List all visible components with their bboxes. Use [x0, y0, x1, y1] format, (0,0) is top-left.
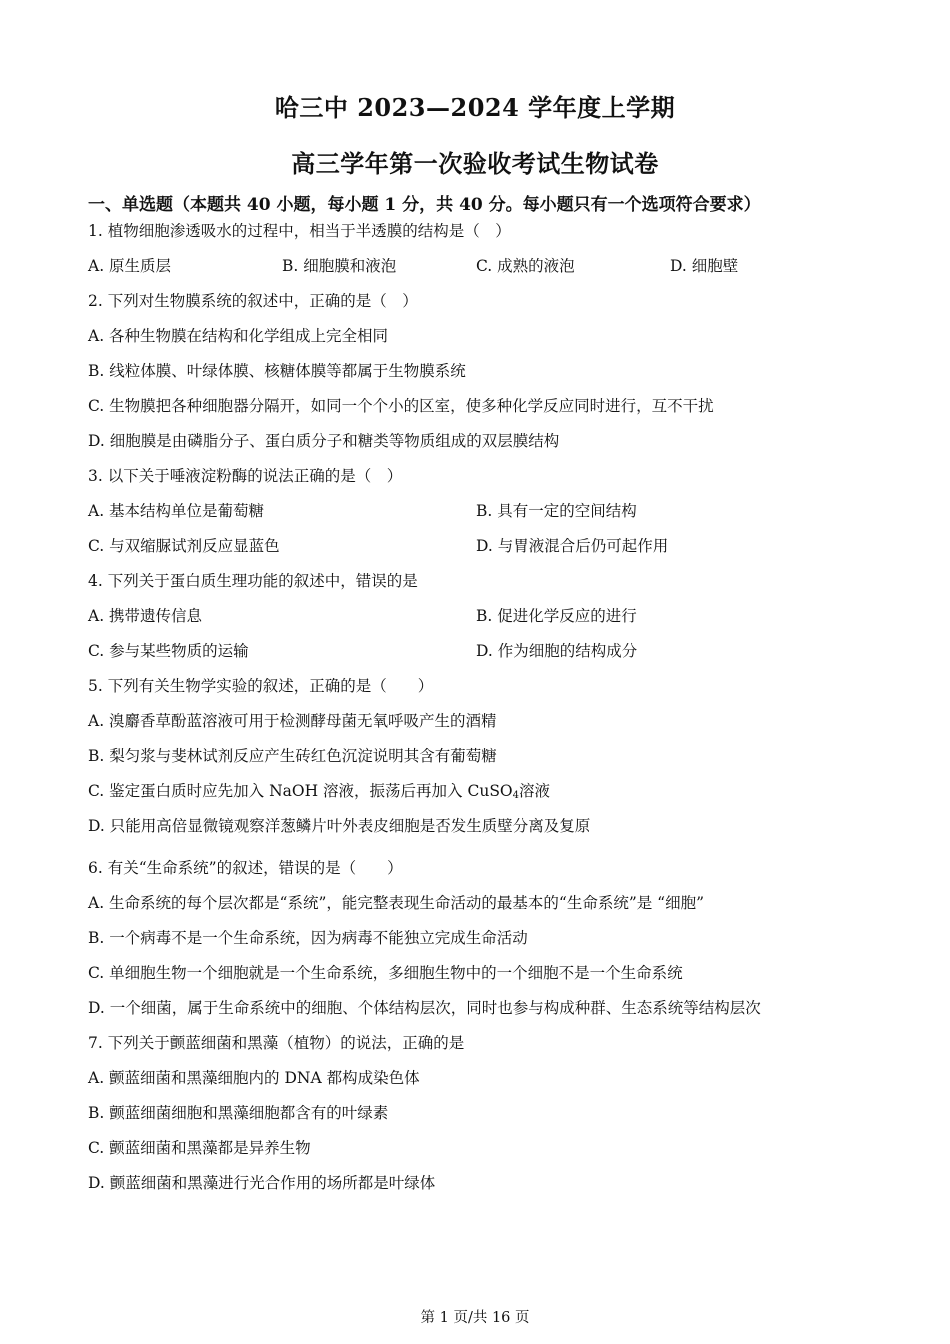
- question-1-option-a: A. 原生质层: [88, 257, 172, 275]
- question-6-stem: 6. 有关“生命系统”的叙述，错误的是（ ）: [88, 859, 403, 877]
- question-4-option-c: C. 参与某些物质的运输: [88, 642, 249, 660]
- question-3-option-a: A. 基本结构单位是葡萄糖: [88, 502, 265, 520]
- question-7-stem: 7. 下列关于颤蓝细菌和黑藻（植物）的说法，正确的是: [88, 1034, 465, 1052]
- question-2-option-c: C. 生物膜把各种细胞器分隔开，如同一个个小的区室，使多种化学反应同时进行，互不干扰: [88, 397, 714, 415]
- question-3-option-b: B. 具有一定的空间结构: [476, 502, 637, 520]
- question-1-option-d: D. 细胞壁: [670, 257, 739, 275]
- question-5-option-c-suffix: 溶液: [519, 782, 551, 800]
- question-4-stem: 4. 下列关于蛋白质生理功能的叙述中，错误的是: [88, 572, 418, 590]
- question-7-option-d: D. 颤蓝细菌和黑藻进行光合作用的场所都是叶绿体: [88, 1174, 436, 1192]
- question-5-stem: 5. 下列有关生物学实验的叙述，正确的是（ ）: [88, 677, 434, 695]
- question-2-option-a: A. 各种生物膜在结构和化学组成上完全相同: [88, 327, 389, 345]
- question-4-option-d: D. 作为细胞的结构成分: [476, 642, 638, 660]
- question-7-option-c: C. 颤蓝细菌和黑藻都是异养生物: [88, 1139, 311, 1157]
- question-5-option-c-subscript: 4: [512, 790, 520, 801]
- question-1-stem: 1. 植物细胞渗透吸水的过程中，相当于半透膜的结构是（ ）: [88, 222, 511, 240]
- question-4-option-b: B. 促进化学反应的进行: [476, 607, 637, 625]
- question-6-option-c: C. 单细胞生物一个细胞就是一个生命系统，多细胞生物中的一个细胞不是一个生命系统: [88, 964, 683, 982]
- question-1-option-b: B. 细胞膜和液泡: [282, 257, 397, 275]
- question-2-stem: 2. 下列对生物膜系统的叙述中，正确的是（ ）: [88, 292, 418, 310]
- question-4-option-a: A. 携带遗传信息: [88, 607, 203, 625]
- exam-title-line2: 高三学年第一次验收考试生物试卷: [291, 149, 659, 178]
- question-3-stem: 3. 以下关于唾液淀粉酶的说法正确的是（ ）: [88, 467, 403, 485]
- question-1-option-c: C. 成熟的液泡: [476, 257, 575, 275]
- question-3-option-c: C. 与双缩脲试剂反应显蓝色: [88, 537, 280, 555]
- question-6-option-d: D. 一个细菌，属于生命系统中的细胞、个体结构层次，同时也参与构成种群、生态系统等结构层次: [88, 999, 761, 1017]
- question-7-option-a: A. 颤蓝细菌和黑藻细胞内的 DNA 都构成染色体: [88, 1069, 420, 1087]
- question-5-option-c-text: C. 鉴定蛋白质时应先加入 NaOH 溶液，振荡后再加入 CuSO: [88, 782, 513, 800]
- question-5-option-b: B. 梨匀浆与斐林试剂反应产生砖红色沉淀说明其含有葡萄糖: [88, 747, 497, 765]
- question-3-option-d: D. 与胃液混合后仍可起作用: [476, 537, 669, 555]
- exam-title-line1: 哈三中 2023—2024 学年度上学期: [274, 93, 676, 122]
- question-2-option-b: B. 线粒体膜、叶绿体膜、核糖体膜等都属于生物膜系统: [88, 362, 466, 380]
- question-2-option-d: D. 细胞膜是由磷脂分子、蛋白质分子和糖类等物质组成的双层膜结构: [88, 432, 560, 450]
- question-5-option-d: D. 只能用高倍显微镜观察洋葱鳞片叶外表皮细胞是否发生质壁分离及复原: [88, 817, 591, 835]
- question-5-option-c: [88, 781, 550, 806]
- question-6-option-b: B. 一个病毒不是一个生命系统，因为病毒不能独立完成生命活动: [88, 929, 528, 947]
- question-5-option-a: A. 溴麝香草酚蓝溶液可用于检测酵母菌无氧呼吸产生的酒精: [88, 712, 497, 730]
- question-7-option-b: B. 颤蓝细菌细胞和黑藻细胞都含有的叶绿素: [88, 1104, 389, 1122]
- section-heading: 一、单选题（本题共 40 小题，每小题 1 分，共 40 分。每小题只有一个选项符合要求）: [88, 195, 761, 215]
- question-6-option-a: A. 生命系统的每个层次都是“系统”，能完整表现生命活动的最基本的“生命系统”是 “细胞”: [88, 894, 705, 912]
- page-number-footer: 第 1 页/共 16 页: [420, 1310, 530, 1326]
